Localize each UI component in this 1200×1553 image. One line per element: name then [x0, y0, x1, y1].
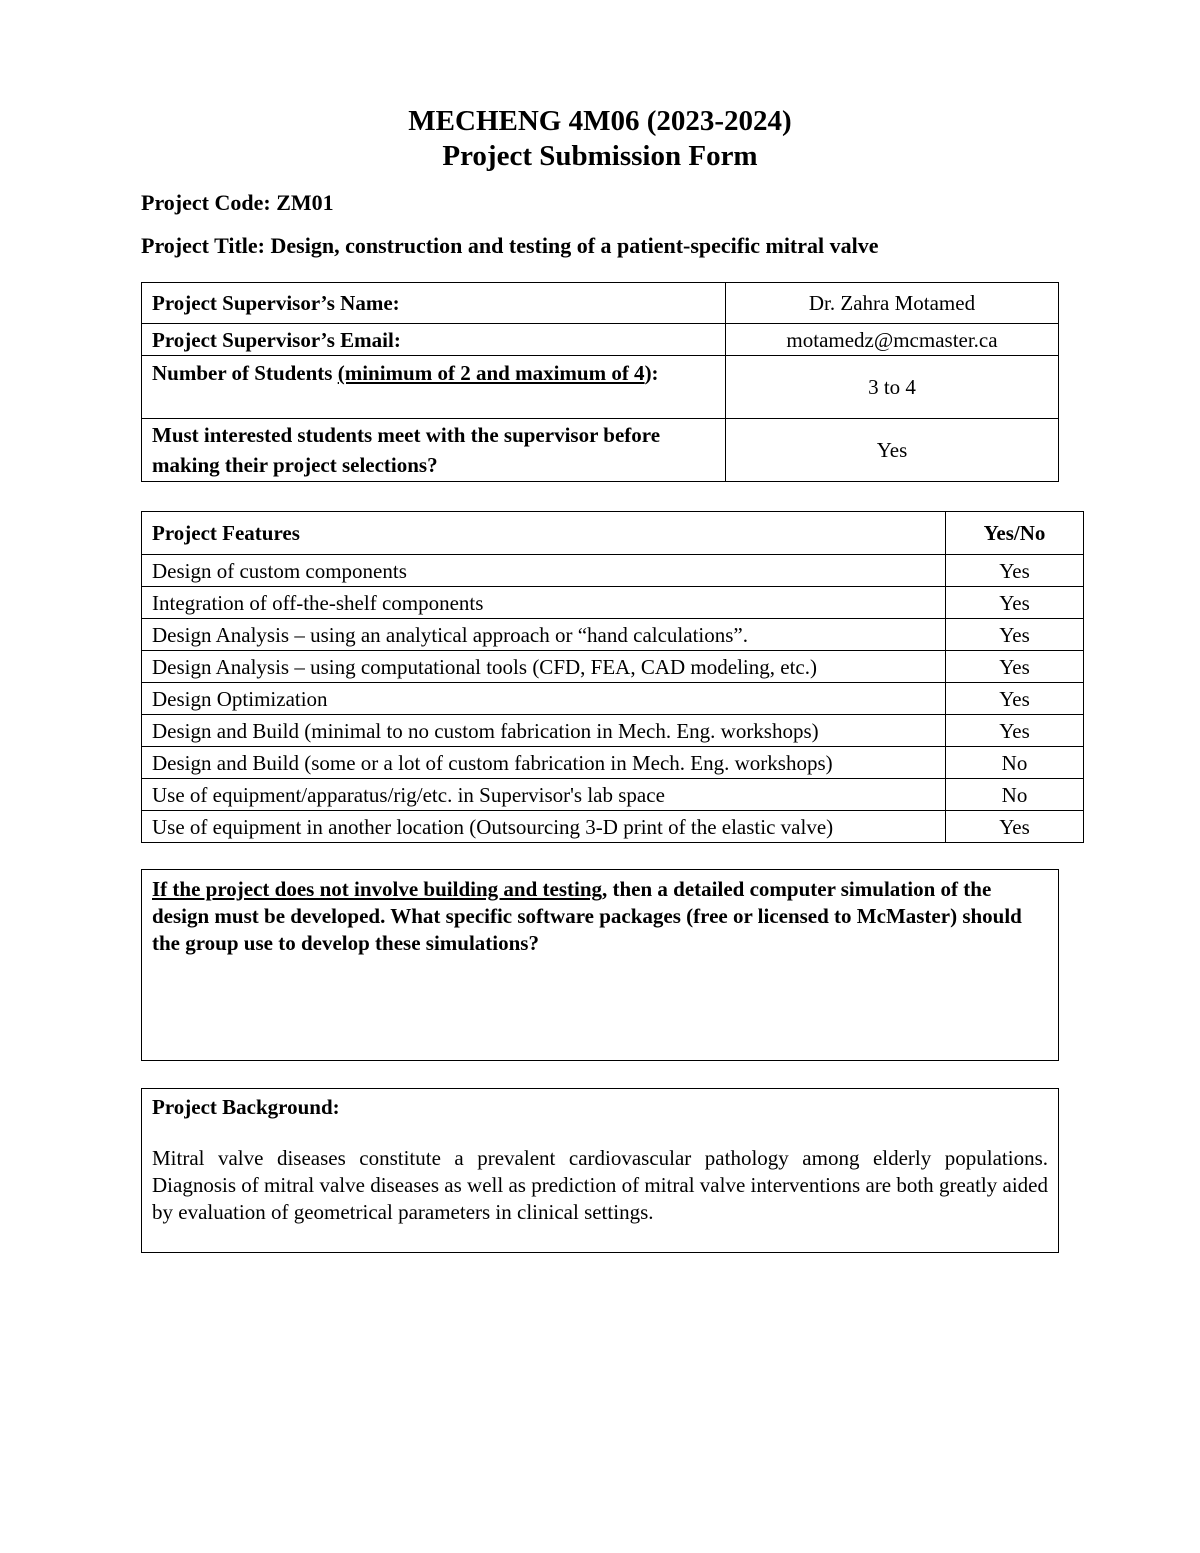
project-code-label: Project Code: — [141, 190, 271, 215]
simulation-question-box — [141, 869, 1059, 1061]
yesno-header: Yes/No — [946, 512, 1084, 555]
table-row — [142, 356, 1059, 419]
background-text: Mitral valve diseases constitute a prevalent cardiovascular pathology among elderly populations. Diagnosis of mitral valve diseases as well as prediction of mitral valve interventions are both greatly aided by evaluation of geometrical parameters in clinical settings. — [152, 1146, 1048, 1224]
feature-cell: Design Analysis – using an analytical approach or “hand calculations”. — [142, 619, 946, 651]
table-row — [142, 419, 1059, 482]
table-row — [142, 587, 1084, 619]
feature-cell: Design Optimization — [142, 683, 946, 715]
project-code-value: ZM01 — [276, 190, 334, 215]
table-row — [142, 779, 1084, 811]
feature-value: Yes — [946, 715, 1084, 747]
feature-value: Yes — [946, 555, 1084, 587]
supervisor-info-table — [141, 282, 1059, 482]
feature-cell: Integration of off-the-shelf components — [142, 587, 946, 619]
simulation-question: If the project does not involve building and testing, then a detailed computer simulation of the design must be developed. What specific software packages (free or licensed to McMaster) should the group use to develop these simulations? — [152, 877, 1022, 955]
feature-value: Yes — [946, 651, 1084, 683]
table-row — [142, 555, 1084, 587]
meet-supervisor-label: Must interested students meet with the supervisor before making their project selections? — [142, 419, 726, 482]
feature-value: Yes — [946, 683, 1084, 715]
feature-cell: Use of equipment in another location (Outsourcing 3-D print of the elastic valve) — [142, 811, 946, 843]
students-value: 3 to 4 — [726, 356, 1059, 419]
project-title-value: Design, construction and testing of a patient-specific mitral valve — [270, 233, 879, 258]
feature-cell: Use of equipment/apparatus/rig/etc. in Supervisor's lab space — [142, 779, 946, 811]
table-row — [142, 715, 1084, 747]
feature-cell: Design and Build (some or a lot of custom fabrication in Mech. Eng. workshops) — [142, 747, 946, 779]
table-row — [142, 619, 1084, 651]
table-row — [142, 283, 1059, 324]
meet-supervisor-value: Yes — [726, 419, 1059, 482]
table-header-row — [142, 512, 1084, 555]
feature-cell: Design Analysis – using computational tools (CFD, FEA, CAD modeling, etc.) — [142, 651, 946, 683]
project-features-table — [141, 511, 1084, 843]
project-title-line — [141, 232, 879, 260]
project-title-label: Project Title: — [141, 233, 266, 258]
supervisor-email-value: motamedz@mcmaster.ca — [726, 324, 1059, 356]
supervisor-email-label: Project Supervisor’s Email: — [142, 324, 726, 356]
feature-value: No — [946, 747, 1084, 779]
table-row — [142, 683, 1084, 715]
feature-cell: Design and Build (minimal to no custom fabrication in Mech. Eng. workshops) — [142, 715, 946, 747]
feature-cell: Design of custom components — [142, 555, 946, 587]
table-row — [142, 747, 1084, 779]
feature-value: Yes — [946, 811, 1084, 843]
supervisor-name-value: Dr. Zahra Motamed — [726, 283, 1059, 324]
features-header: Project Features — [142, 512, 946, 555]
table-row — [142, 324, 1059, 356]
supervisor-name-label: Project Supervisor’s Name: — [142, 283, 726, 324]
feature-value: Yes — [946, 587, 1084, 619]
table-row — [142, 811, 1084, 843]
feature-value: Yes — [946, 619, 1084, 651]
project-code-line — [141, 189, 334, 217]
feature-value: No — [946, 779, 1084, 811]
form-title: Project Submission Form — [442, 140, 758, 172]
background-label: Project Background: — [152, 1095, 340, 1119]
project-background-box — [141, 1088, 1059, 1253]
course-title: MECHENG 4M06 (2023-2024) — [408, 105, 792, 137]
students-label: Number of Students (minimum of 2 and maximum of 4): — [142, 356, 726, 419]
table-row — [142, 651, 1084, 683]
